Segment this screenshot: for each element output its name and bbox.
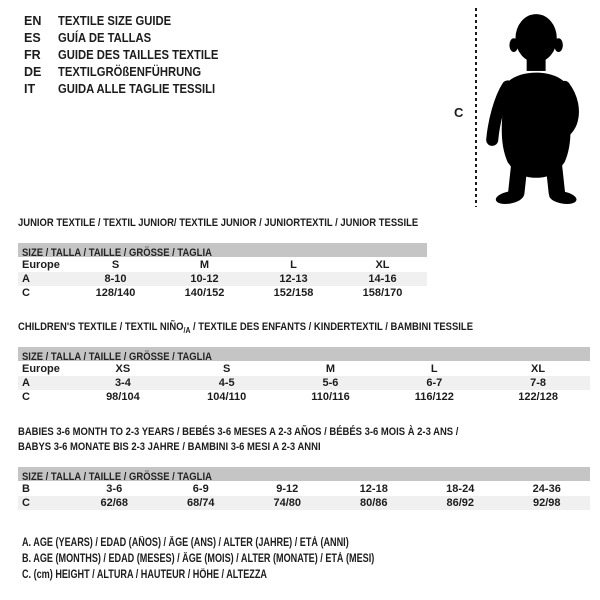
measure-legend (22, 535, 468, 583)
language-title-list (24, 13, 236, 98)
cell: 98/104 (106, 391, 140, 403)
cell: 6-9 (192, 483, 209, 495)
babies-table-title-line2: BABYS 3-6 MONATE BIS 2-3 JAHRE / BAMBINI 3-6 MESI A 2-3 ANNI (18, 441, 321, 453)
size-header-bar: SIZE / TALLA / TAILLE / GRÖSSE / TAGLIA (18, 347, 590, 361)
legend-line-a: A. AGE (YEARS) / EDAD (AÑOS) / ÂGE (ANS) / ALTER (JAHRE) / ETÀ (ANNI) (22, 537, 349, 549)
gender-subscript: /A (183, 326, 191, 336)
cell: 122/128 (518, 391, 558, 403)
cell: L (430, 363, 438, 375)
cell: 152/158 (273, 287, 314, 299)
language-row-it (24, 81, 236, 98)
row-label: C (22, 287, 30, 299)
language-code: EN (24, 14, 42, 28)
table-row (18, 390, 590, 404)
cell: XL (375, 259, 390, 271)
cell: S (111, 259, 120, 271)
cell: 104/110 (207, 391, 247, 403)
cell: 8-10 (104, 273, 127, 285)
cell: 74/80 (273, 497, 302, 509)
cell: 158/170 (362, 287, 403, 299)
table-row (18, 272, 427, 286)
cell: 12-13 (279, 273, 308, 285)
cell: L (290, 259, 297, 271)
language-row-de (24, 64, 236, 81)
height-measure-dashed-line (475, 8, 477, 207)
cell: M (199, 259, 210, 271)
cell: 14-16 (368, 273, 397, 285)
row-label: C (22, 497, 30, 509)
table-row (18, 482, 590, 496)
language-title: GUIDE DES TAILLES TEXTILE (58, 48, 219, 62)
height-measure-label: C (454, 105, 464, 120)
language-title: TEXTILGRÖßENFÜHRUNG (58, 65, 202, 79)
cell: 10-12 (190, 273, 219, 285)
cell: 3-4 (114, 377, 131, 389)
cell: XL (531, 363, 546, 375)
cell: 62/68 (100, 497, 129, 509)
cell: 3-6 (106, 483, 123, 495)
row-label: B (22, 483, 30, 495)
cell: 24-36 (532, 483, 561, 495)
cell: 80/86 (359, 497, 388, 509)
junior-size-table (18, 216, 427, 300)
babies-size-table (18, 425, 590, 510)
cell: XS (115, 363, 131, 375)
cell: 9-12 (276, 483, 299, 495)
row-label: Europe (22, 259, 60, 271)
cell: 12-18 (359, 483, 388, 495)
cell: 4-5 (218, 377, 235, 389)
cell: 92/98 (532, 497, 561, 509)
table-row (18, 286, 427, 300)
row-label: Europe (22, 363, 60, 375)
cell: 7-8 (530, 377, 547, 389)
language-title: TEXTILE SIZE GUIDE (58, 14, 172, 28)
language-code: DE (24, 65, 42, 79)
language-code: ES (24, 31, 41, 45)
junior-table-title: JUNIOR TEXTILE / TEXTIL JUNIOR/ TEXTILE JUNIOR / JUNIORTEXTIL / JUNIOR TESSILE (18, 217, 419, 229)
language-row-es (24, 30, 236, 47)
cell: 86/92 (446, 497, 475, 509)
table-row (18, 258, 427, 272)
table-row (18, 376, 590, 390)
cell: 116/122 (414, 391, 454, 403)
row-label: A (22, 377, 30, 389)
cell: 5-6 (322, 377, 339, 389)
language-title: GUIDA ALLE TAGLIE TESSILI (58, 82, 216, 96)
cell: 68/74 (186, 497, 215, 509)
babies-table-title-line1: BABIES 3-6 MONTH TO 2-3 YEARS / BEBÉS 3-6 MESES A 2-3 AÑOS / BÉBÉS 3-6 MOIS À 2-3 ANS / (18, 426, 459, 438)
row-label: C (22, 391, 30, 403)
children-table-title: CHILDREN'S TEXTILE / TEXTIL $NIÑO_{/A}$ / TEXTILE DES ENFANTS / KINDERTEXTIL / BAMBINI TESSILE (18, 321, 474, 336)
table-row (18, 362, 590, 376)
cell: 140/152 (184, 287, 225, 299)
cell: 18-24 (446, 483, 475, 495)
cell: 6-7 (426, 377, 443, 389)
size-header-bar: SIZE / TALLA / TAILLE / GRÖSSE / TAGLIA (18, 467, 590, 481)
language-title: GUÍA DE TALLAS (58, 31, 152, 45)
row-label: A (22, 273, 30, 285)
language-code: IT (24, 82, 36, 96)
size-header-bar: SIZE / TALLA / TAILLE / GRÖSSE / TAGLIA (18, 243, 427, 257)
cell: M (325, 363, 336, 375)
legend-line-b: B. AGE (MONTHS) / EDAD (MESES) / ÂGE (MOIS) / ALTER (MONATE) / ETÀ (MESI) (22, 553, 375, 565)
children-size-table (18, 320, 590, 404)
baby-silhouette-icon (481, 6, 593, 210)
language-row-en (24, 13, 236, 30)
cell: 128/140 (95, 287, 136, 299)
cell: 110/116 (311, 391, 350, 403)
legend-line-c: C. (cm) HEIGHT / ALTURA / HAUTEUR / HÖHE / ALTEZZA (22, 569, 267, 581)
language-row-fr (24, 47, 236, 64)
table-row (18, 496, 590, 510)
cell: S (223, 363, 231, 375)
language-code: FR (24, 48, 41, 62)
